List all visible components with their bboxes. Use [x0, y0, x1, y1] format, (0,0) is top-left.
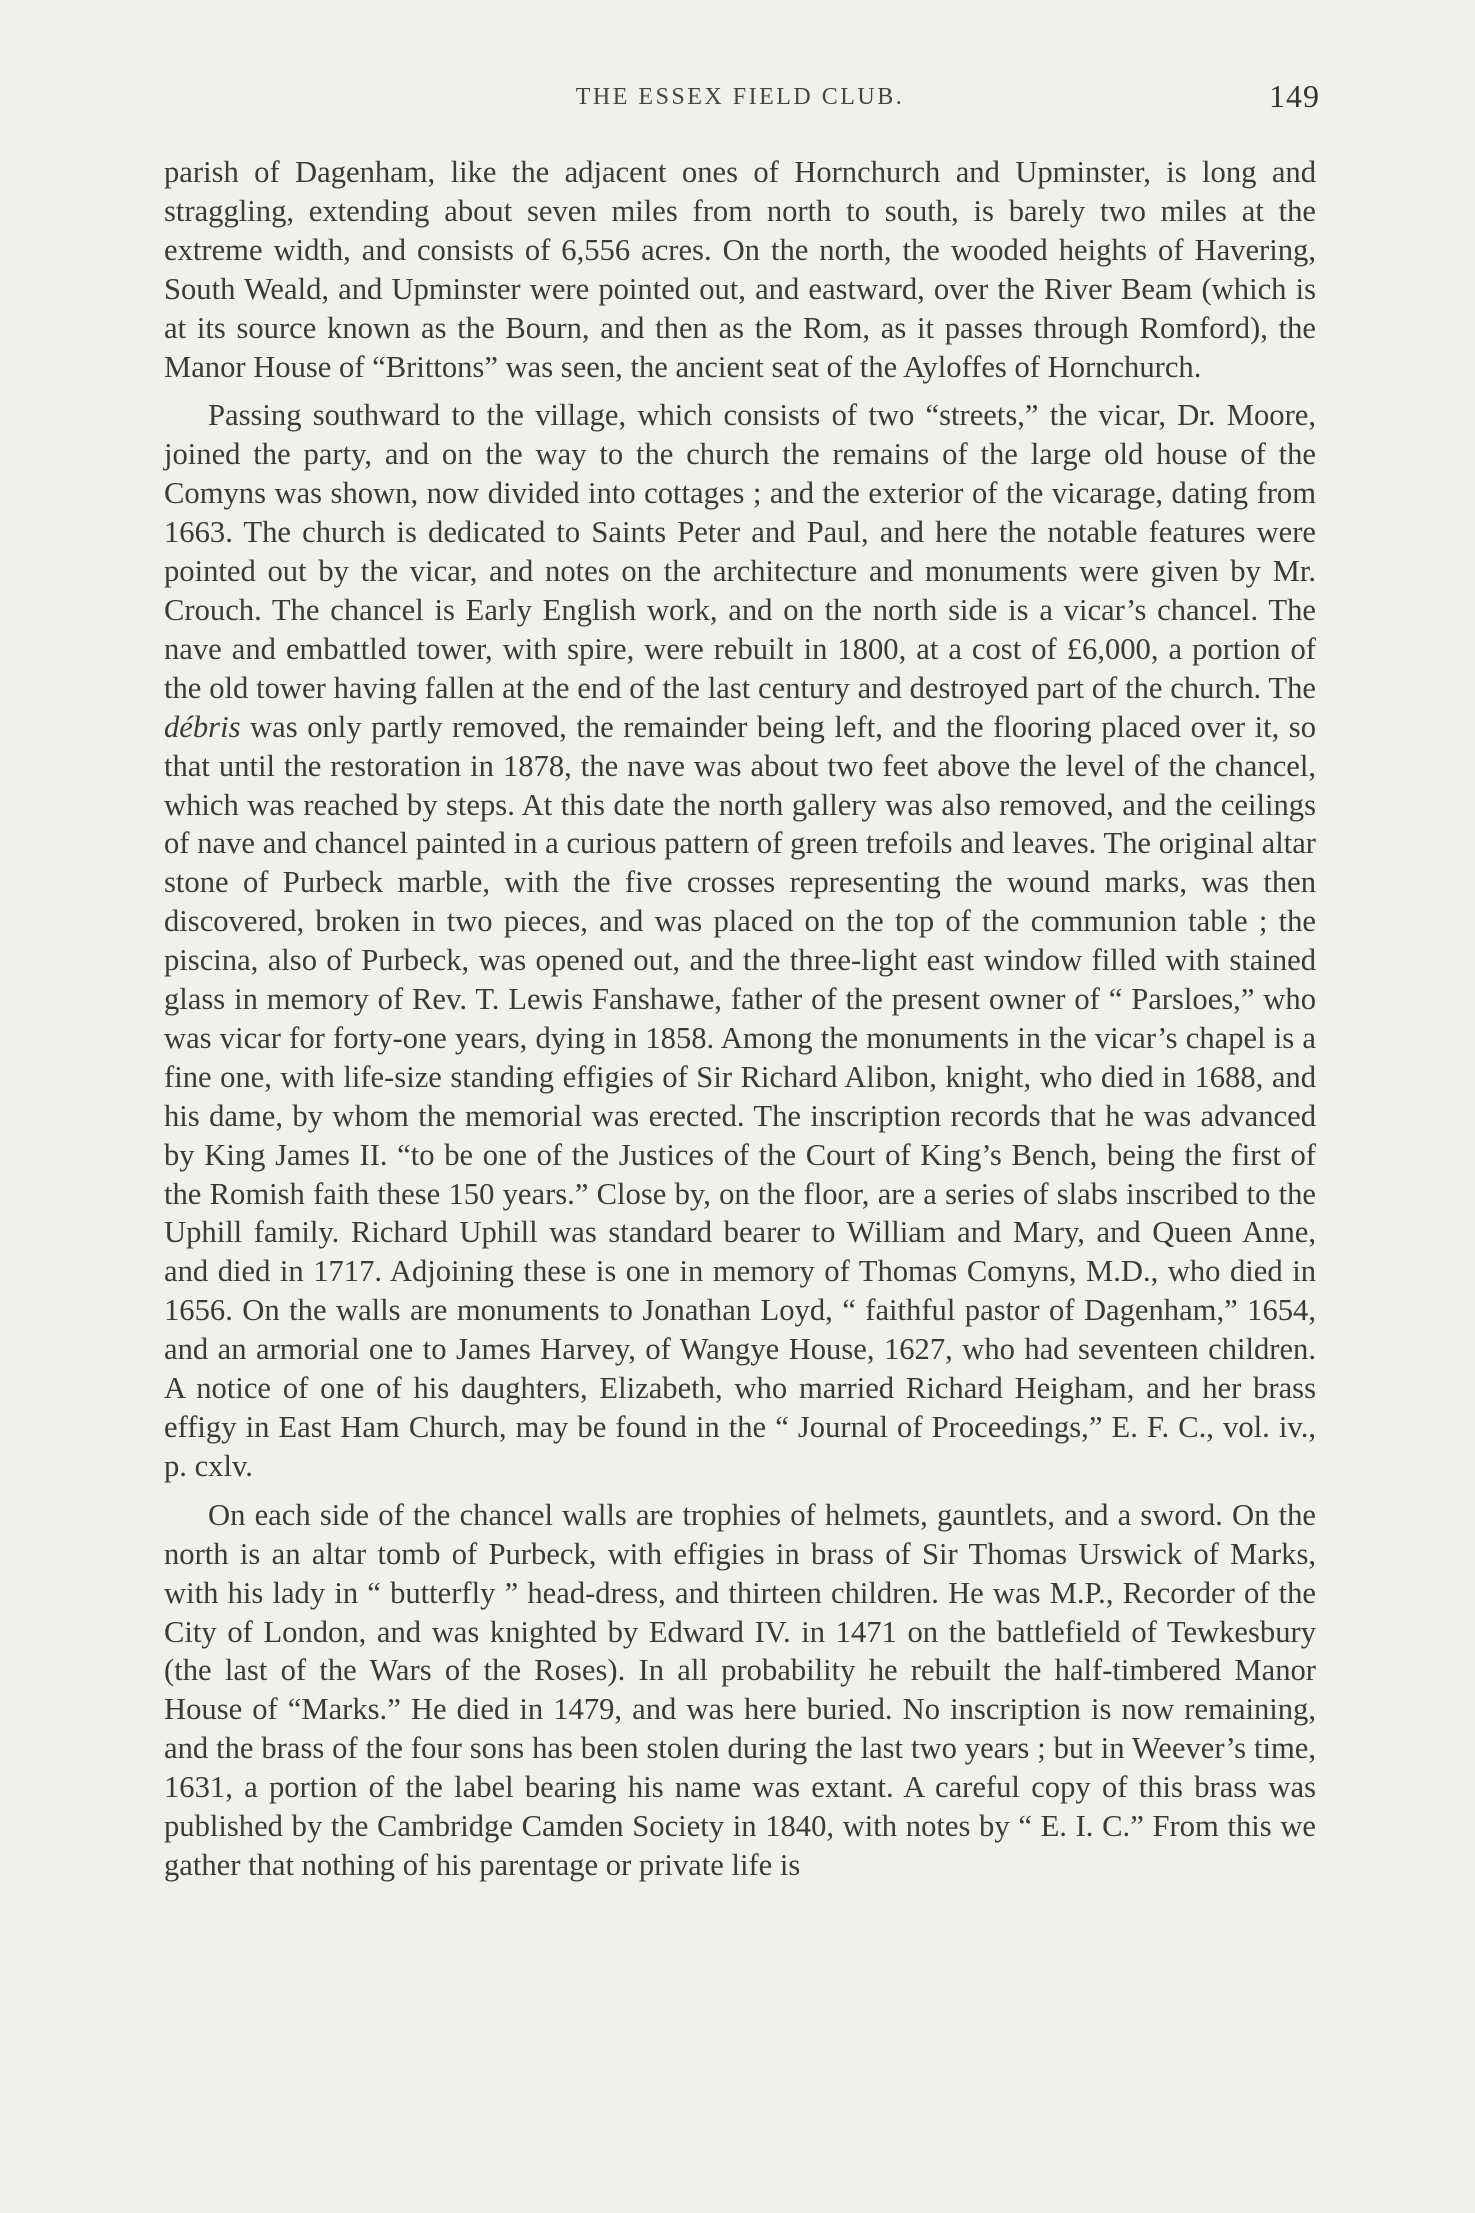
paragraph-2-part-1: Passing southward to the village, which consists of two “streets,” the vicar, Dr. Moore, joined the party, and on the way to the church the remains of the large old house of the Comyns was shown, now divided into cottages ; and the exterior of the vicarage, dating from 1663. The church is dedicated to Saints Peter and Paul, and here the notable features were pointed out by the vicar, and notes on the architecture and monuments were given by Mr. Crouch. The chancel is Early English work, and on the north side is a vicar’s chancel. The nave and embattled tower, with spire, were rebuilt in 1800, at a cost of £6,000, a portion of the old tower having fallen at the end of the last century and destroyed part of the church. The [164, 398, 1316, 705]
body-text [164, 153, 1316, 1885]
paragraph-3: On each side of the chancel walls are trophies of helmets, gauntlets, and a sword. On the north is an altar tomb of Purbeck, with effigies in brass of Sir Thomas Urswick of Marks, with his lady in “ butterfly ” head-dress, and thirteen children. He was M.P., Recorder of the City of London, and was knighted by Edward IV. in 1471 on the battlefield of Tewkesbury (the last of the Wars of the Roses). In all probability he rebuilt the half-timbered Manor House of “Marks.” He died in 1479, and was here buried. No inscription is now remaining, and the brass of the four sons has been stolen during the last two years ; but in Weever’s time, 1631, a portion of the label bearing his name was extant. A careful copy of this brass was published by the Cambridge Camden Society in 1840, with notes by “ E. I. C.” From this we gather that nothing of his parentage or private life is [164, 1497, 1316, 1882]
page-header [160, 78, 1320, 122]
paragraph-1: parish of Dagenham, like the adjacent ones of Hornchurch and Upminster, is long and straggling, extending about seven miles from north to south, is barely two miles at the extreme width, and consists of 6,556 acres. On the north, the wooded heights of Havering, South Weald, and Upminster were pointed out, and eastward, over the River Beam (which is at its source known as the Bourn, and then as the Rom, as it passes through Romford), the Manor House of “Brittons” was seen, the ancient seat of the Ayloffes of Hornchurch. [164, 155, 1316, 384]
paragraph-2 [164, 396, 1316, 1485]
running-title: THE ESSEX FIELD CLUB. [575, 84, 905, 110]
italic-term-debris: débris [164, 709, 241, 744]
paragraph-2-part-2: was only partly removed, the remainder being left, and the flooring placed over it, so that until the restoration in 1878, the nave was about two feet above the level of the chancel, which was reached by steps. At this date the north gallery was also removed, and the ceilings of nave and chancel painted in a curious pattern of green trefoils and leaves. The original altar stone of Purbeck marble, with the five crosses representing the wound marks, was then discovered, broken in two pieces, and was placed on the top of the communion table ; the piscina, also of Purbeck, was opened out, and the three-light east window filled with stained glass in memory of Rev. T. Lewis Fanshawe, father of the present owner of “ Parsloes,” who was vicar for forty-one years, dying in 1858. Among the monuments in the vicar’s chapel is a fine one, with life-size standing effigies of Sir Richard Alibon, knight, who died in 1688, and his dame, by whom the memorial was erected. The inscription records that he was advanced by King James II. “to be one of the Justices of the Court of King’s Bench, being the first of the Romish faith these 150 years.” Close by, on the floor, are a series of slabs inscribed to the Uphill family. Richard Uphill was standard bearer to William and Mary, and Queen Anne, and died in 1717. Adjoining these is one in memory of Thomas Comyns, M.D., who died in 1656. On the walls are monuments to Jonathan Loyd, “ faithful pastor of Dagenham,” 1654, and an armorial one to James Harvey, of Wangye House, 1627, who had seventeen children. A notice of one of his daughters, Elizabeth, who married Richard Heigham, and her brass effigy in East Ham Church, may be found in the “ Journal of Proceedings,” E. F. C., vol. iv., p. cxlv. [164, 709, 1316, 1483]
page-number: 149 [1269, 78, 1320, 114]
